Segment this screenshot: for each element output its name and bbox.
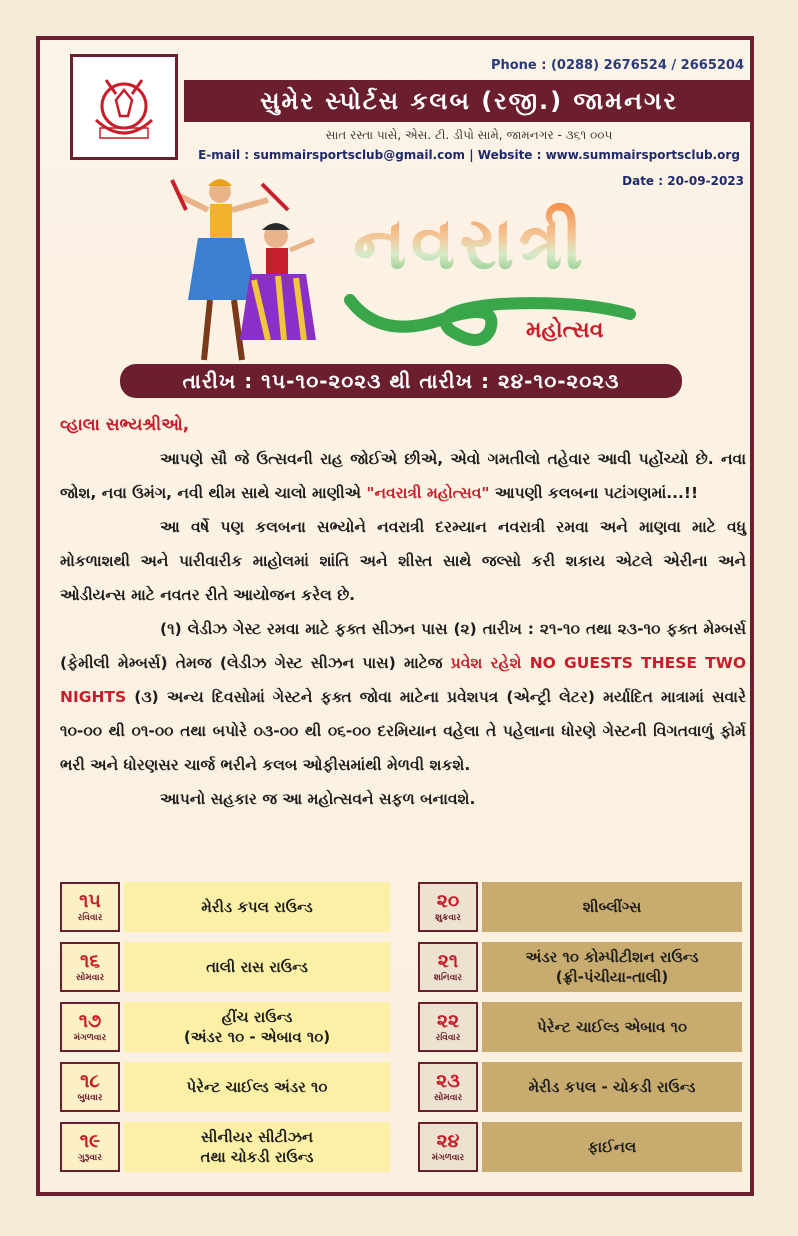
day-badge [418,1122,478,1172]
flyer-frame [36,36,754,1196]
event-name [482,1062,742,1112]
festival-subtitle: મહોત્સવ [526,318,604,343]
paragraph-1-text: આપણે સૌ જે ઉત્સવની રાહ જોઈએ છીએ, એવો ગમતીલો તહેવાર આવી પહોંચ્યો છે. નવા જોશ, નવા ઉમંગ, નવી થીમ સાથે ચાલો માણીએ [60,450,746,502]
day-name: રવિવાર [77,913,103,923]
day-name: બુધવાર [77,1093,103,1103]
schedule-row [418,1002,742,1052]
paragraph-3-end: (૩) અન્ય દિવસોમાં ગેસ્ટને ફક્ત જોવા માટેના પ્રવેશપત્ર (એન્ટ્રી લેટર) મર્યાદિત માત્રામાં સવારે ૧૦-૦૦ થી ૦૧-૦૦ તથા બપોરે ૦૩-૦૦ થી ૦૬-૦૦ દરમિયાન વહેલા તે પહેલાના ધોરણે ગેસ્ટની વિગતવાળું ફોર્મ ભરી અને ધોરણસર ચાર્જ ભરીને કલબ ઓફીસમાંથી મેળવી શકશે. [60,688,746,774]
day-name: મંગળવાર [431,1153,465,1163]
event-name [482,942,742,992]
contact-line: E-mail : summairsportsclub@gmail.com | Website : www.summairsportsclub.org [198,148,740,162]
day-number: ૧૭ [78,1010,102,1032]
day-badge [60,882,120,932]
event-title: પેરેન્ટ ચાઈલ્ડ એબાવ ૧૦ [537,1018,687,1036]
event-title: મેરીડ કપલ - ચોકડી રાઉન્ડ [528,1078,696,1096]
event-detail: તથા ચોકડી રાઉન્ડ [200,1148,314,1166]
closing-line: આપનો સહકાર જ આ મહોત્સવને સફળ બનાવશે. [160,790,476,808]
day-number: ૨૨ [436,1010,460,1032]
schedule-row [418,882,742,932]
letter-date: Date : 20-09-2023 [622,174,744,188]
event-name [124,1002,390,1052]
paragraph-3-no-guests: પ્રવેશ રહેશે NO GUESTS THESE TWO NIGHTS [60,654,746,706]
day-badge [60,1122,120,1172]
day-number: ૨૦ [436,890,460,912]
day-name: ગુરૂવાર [78,1153,102,1163]
event-name [124,1122,390,1172]
schedule-row [60,1122,390,1172]
event-title: ફાઈનલ [587,1138,637,1156]
paragraph-1-end: આપણી કલબના પટાંગણમાં...!! [489,484,699,502]
event-name [124,882,390,932]
club-address: સાત રસ્તા પાસે, એસ. ટી. ડીપો સામે, જામનગર - ૩૬૧ ૦૦૫ [325,128,613,142]
paragraph-2: આ વર્ષે પણ કલબના સભ્યોને નવરાત્રી દરમ્યાન નવરાત્રી રમવા અને માણવા માટે વધુ મોકળાશથી અને પારીવારીક માહોલમાં શાંતિ અને શીસ્ત સાથે જલ્સો કરી શકાય એટલે એરીના અને ઓડીયન્સ માટે નવતર રીતે આયોજન કરેલ છે. [60,518,746,604]
schedule-row [418,942,742,992]
day-number: ૧૯ [79,1130,101,1152]
schedule-row [60,1002,390,1052]
day-number: ૧૮ [80,1070,100,1092]
event-title: અંડર ૧૦ કોમ્પીટીશન રાઉન્ડ [525,948,699,966]
paragraph-3 [60,612,746,782]
event-name [482,1002,742,1052]
day-badge [60,1002,120,1052]
event-name [124,1062,390,1112]
schedule-row [418,1062,742,1112]
day-badge [418,882,478,932]
day-badge [418,942,478,992]
day-name: શુક્રવાર [435,913,461,923]
schedule-row [60,942,390,992]
event-detail: (અંડર ૧૦ - એબાવ ૧૦) [183,1028,331,1046]
event-name [124,942,390,992]
event-name [482,882,742,932]
day-number: ૨૩ [436,1070,460,1092]
day-badge [418,1062,478,1112]
paragraph-1 [60,442,746,510]
paragraph-3-text: (૧) લેડીઝ ગેસ્ટ રમવા માટે ફક્ત સીઝન પાસ (૨) તારીખ : ૨૧-૧૦ તથા ૨૩-૧૦ ફક્ત મેમ્બર્સ (ફેમીલી મેમ્બર્સ) તેમજ (લેડીઝ ગેસ્ટ સીઝન પાસ) માટેજ [60,620,746,672]
phone-number: Phone : (0288) 2676524 / 2665204 [490,58,744,73]
day-badge [60,1062,120,1112]
event-title: પેરેન્ટ ચાઈલ્ડ અંડર ૧૦ [186,1078,328,1096]
festival-title: નવરાત્રી [290,188,650,298]
day-badge [60,942,120,992]
day-name: મંગળવાર [73,1033,107,1043]
crest-icon [76,60,172,154]
club-logo [70,54,178,160]
event-title: તાલી રાસ રાઉન્ડ [206,958,308,976]
day-name: સોમવાર [433,1093,463,1103]
day-number: ૨૪ [436,1130,460,1152]
day-name: શનિવાર [433,973,463,983]
event-title: સીનીયર સીટીઝન [200,1128,314,1146]
festival-date-range: તારીખ : ૧૫-૧૦-૨૦૨૩ થી તારીખ : ૨૪-૧૦-૨૦૨૩ [120,364,682,398]
greeting: વ્હાલા સભ્યશ્રીઓ, [60,415,190,435]
day-number: ૧૫ [79,890,101,912]
event-title: મેરીડ કપલ રાઉન્ડ [201,898,313,916]
schedule-row [60,1062,390,1112]
day-name: સોમવાર [75,973,105,983]
event-title: શીબ્લીંગ્સ [582,898,642,916]
day-name: રવિવાર [435,1033,461,1043]
event-title: હીંચ રાઉન્ડ [221,1008,293,1026]
schedule-row [60,882,390,932]
day-number: ૨૧ [437,950,459,972]
schedule-row [418,1122,742,1172]
day-badge [418,1002,478,1052]
event-detail: (ફ્રી-પંચીયા-તાલી) [555,968,669,986]
event-name [482,1122,742,1172]
club-name: સુમેર સ્પોર્ટસ કલબ (રજી.) જામનગર [184,80,754,122]
letter-body [60,408,746,816]
paragraph-1-highlight: "નવરાત્રી મહોત્સવ" [366,484,490,502]
day-number: ૧૬ [80,950,100,972]
